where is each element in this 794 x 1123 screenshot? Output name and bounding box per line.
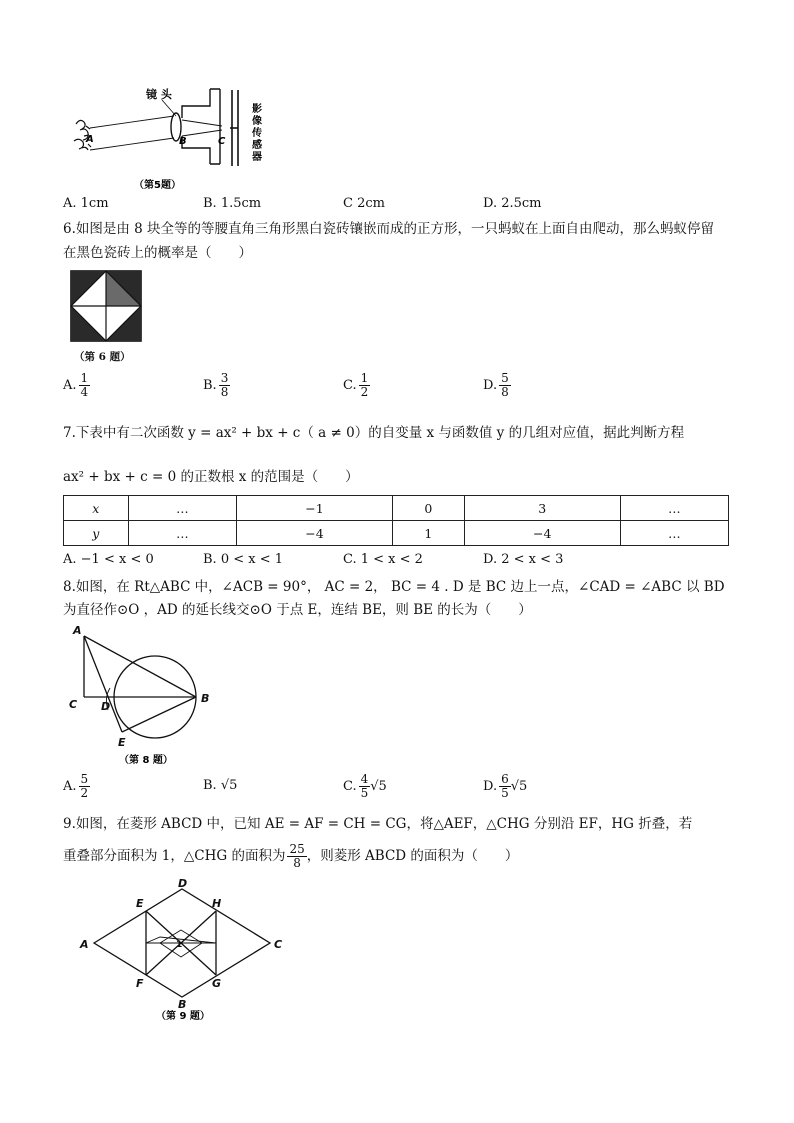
q7-stem-line1: 7.下表中有二次函数 y = ax² + bx + c（ a ≠ 0）的自变量 x 与函数值 y 的几组对应值，据此判断方程 xyxy=(63,425,685,441)
q5-option-a[interactable]: A. 1cm xyxy=(63,196,109,211)
q7-option-c[interactable]: C. 1 < x < 2 xyxy=(343,552,423,567)
q5-point-A: A xyxy=(86,134,94,145)
q6-caption: （第 6 题） xyxy=(74,351,131,363)
q6-stem-line2: 在黑色瓷砖上的概率是（ ） xyxy=(63,245,252,261)
q8-point-C: C xyxy=(69,698,78,711)
q5-point-C: C xyxy=(218,136,226,147)
q5-option-c[interactable]: C 2cm xyxy=(343,196,385,211)
q9-point-G: G xyxy=(212,977,222,990)
q9-stem-line1: 9.如图，在菱形 ABCD 中，已知 AE = AF = CH = CG，将△AEF，△CHG 分别沿 EF，HG 折叠，若 xyxy=(63,816,693,832)
q6-option-a[interactable]: A. $\frac{1}{4}$ xyxy=(63,371,89,399)
q6-tile-figure xyxy=(70,270,142,342)
q8-stem-line1: 8.如图，在 Rt△ABC 中，∠ACB = 90°， AC = 2， BC = 4 . D 是 BC 边上一点，∠CAD = ∠ABC 以 BD xyxy=(63,579,725,595)
table-row: y … −4 1 −4 … xyxy=(64,521,729,546)
svg-text:感: 感 xyxy=(252,140,262,151)
q7-option-b[interactable]: B. 0 < x < 1 xyxy=(203,552,284,567)
q8-caption: （第 8 题） xyxy=(119,755,173,766)
q8-point-D: D xyxy=(101,700,111,713)
q8-option-b[interactable]: B. √5 xyxy=(203,778,238,793)
q7-value-table xyxy=(63,495,729,546)
q8-point-E: E xyxy=(118,736,126,749)
q8-stem-line2: 为直径作⊙O ，AD 的延长线交⊙O 于点 E，连结 BE，则 BE 的长为（ ） xyxy=(63,602,532,618)
q9-point-H: H xyxy=(212,897,222,910)
q9-point-C: C xyxy=(274,938,283,951)
q6-option-d[interactable]: D. $\frac{5}{8}$ xyxy=(483,371,509,399)
q9-caption: （第 9 题） xyxy=(156,1011,210,1022)
q8-point-B: B xyxy=(201,692,210,705)
q5-option-d[interactable]: D. 2.5cm xyxy=(483,196,542,211)
q7-option-d[interactable]: D. 2 < x < 3 xyxy=(483,552,564,567)
q8-segment-AB xyxy=(84,636,196,697)
q8-figure xyxy=(63,622,223,767)
q9-point-B: B xyxy=(178,998,187,1011)
q7-stem-line2: ax² + bx + c = 0 的正数根 x 的范围是（ ） xyxy=(63,469,359,485)
q5-label-lens: 镜 头 xyxy=(146,88,172,101)
q8-point-A: A xyxy=(73,624,82,637)
q5-option-b[interactable]: B. 1.5cm xyxy=(203,196,262,211)
q8-option-c[interactable]: C. $\frac{4}{5}$ √5 xyxy=(343,772,387,800)
q9-point-F: F xyxy=(136,977,144,990)
q8-option-a[interactable]: A. $\frac{5}{2}$ xyxy=(63,772,89,800)
q6-stem-line1: 6.如图是由 8 块全等的等腰直角三角形黑白瓷砖镶嵌而成的正方形，一只蚂蚁在上面自由爬动，那么蚂蚁停留 xyxy=(63,221,715,237)
q5-point-B: B xyxy=(179,136,187,147)
q8-segment-BE xyxy=(122,697,196,732)
q5-caption: （第5题） xyxy=(134,180,181,191)
q6-option-c[interactable]: C. $\frac{1}{2}$ xyxy=(343,371,369,399)
q8-option-d[interactable]: D. $\frac{6}{5}$ √5 xyxy=(483,772,528,800)
svg-text:影: 影 xyxy=(252,104,262,115)
q5-rays xyxy=(90,116,222,150)
svg-text:传: 传 xyxy=(252,128,262,139)
table-row: x … −1 0 3 … xyxy=(64,496,729,521)
q5-lens xyxy=(171,89,220,164)
q5-label-sensor xyxy=(251,102,262,163)
q5-sensor xyxy=(230,90,238,166)
q9-point-D: D xyxy=(178,877,188,890)
q9-point-A: A xyxy=(80,938,89,951)
q9-figure xyxy=(70,877,290,1022)
q9-stem-line2: 重叠部分面积为 1，△CHG 的面积为 $\frac{25}{8}$ ，则菱形 ABCD 的面积为（ ） xyxy=(63,842,519,870)
q7-option-a[interactable]: A. −1 < x < 0 xyxy=(63,552,154,567)
q9-area-label: 1 xyxy=(176,940,183,950)
q5-figure xyxy=(62,86,282,196)
q9-point-E: E xyxy=(136,897,144,910)
svg-text:像: 像 xyxy=(252,116,262,127)
q6-option-b[interactable]: B. $\frac{3}{8}$ xyxy=(203,371,229,399)
svg-text:器: 器 xyxy=(252,152,262,163)
